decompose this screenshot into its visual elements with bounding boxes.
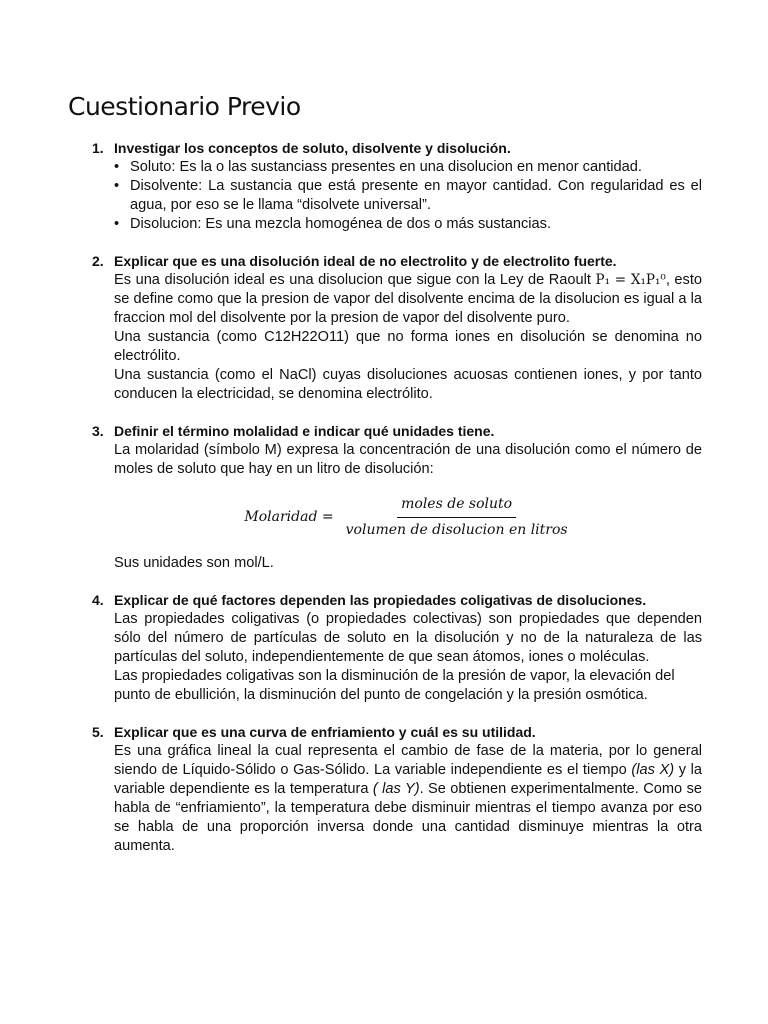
question-5: [68, 723, 702, 856]
list-item: • Disolucion: Es una mezcla homogénea de dos o más sustancias.: [114, 215, 702, 234]
raoult-formula: P₁ = X₁P₁⁰: [595, 272, 666, 288]
question-number: 1.: [92, 140, 104, 156]
question-text: Explicar que es una curva de enfriamiento y cuál es su utilidad.: [114, 724, 536, 740]
paragraph-text: y la variable dependiente es la temperatura: [114, 762, 703, 797]
italic-text: ( las Y): [372, 781, 420, 797]
question-1: [68, 139, 702, 234]
question-1-answer: [98, 158, 702, 234]
italic-text: (las X): [631, 762, 675, 778]
question-text: Investigar los conceptos de soluto, disolvente y disolución.: [114, 140, 511, 156]
question-3: [68, 422, 702, 573]
formula-lhs: Molaridad =: [244, 509, 334, 525]
molarity-formula: [114, 495, 702, 540]
answer-paragraph: [114, 271, 702, 328]
question-text: Explicar de qué factores dependen las propiedades coligativas de disoluciones.: [114, 592, 647, 608]
list-item: • Disolvente: La sustancia que está presente en mayor cantidad. Con regularidad es el agua, por eso se le llama “disolvete universal”.: [114, 177, 702, 215]
question-text: Explicar que es una disolución ideal de no electrolito y de electrolito fuerte.: [114, 253, 617, 269]
question-4-heading: [68, 591, 702, 610]
question-4: [68, 591, 702, 705]
question-2-answer: [114, 271, 702, 404]
answer-paragraph: La molaridad (símbolo M) expresa la concentración de una disolución como el número de moles de soluto que hay en un litro de disolución:: [114, 442, 702, 477]
question-3-heading: [68, 422, 702, 441]
formula-denominator: volumen de disolucion en litros: [345, 522, 568, 538]
question-3-answer: [114, 441, 702, 573]
formula-numerator: moles de soluto: [397, 495, 516, 518]
question-2-heading: [68, 252, 702, 271]
answer-paragraph: Una sustancia (como C12H22O11) que no forma iones en disolución se denomina no electrólito.: [114, 329, 702, 364]
question-number: 2.: [92, 253, 104, 269]
question-4-answer: [114, 610, 702, 705]
answer-paragraph: Sus unidades son mol/L.: [114, 555, 274, 571]
definition-list: [98, 158, 702, 234]
paragraph-text: Es una gráfica lineal la cual representa el cambio de fase de la materia, por lo general siendo de Líquido-Sólido o Gas-Sólido. La variable independiente es el tiempo: [114, 743, 702, 778]
page-title: Cuestionario Previo: [68, 92, 301, 121]
answer-paragraph: [114, 742, 702, 856]
question-5-heading: [68, 723, 702, 742]
answer-paragraph: Una sustancia (como el NaCl) cuyas disoluciones acuosas contienen iones, y por tanto conducen la electricidad, se denomina electrólito.: [114, 367, 702, 402]
question-text: Definir el término molalidad e indicar qué unidades tiene.: [114, 423, 495, 439]
formula-fraction: [342, 495, 572, 540]
list-item: • Soluto: Es la o las sustanciass presentes en una disolucion en menor cantidad.: [114, 158, 702, 177]
question-number: 5.: [92, 724, 104, 740]
question-5-answer: [114, 742, 702, 856]
answer-paragraph: Las propiedades coligativas son la disminución de la presión de vapor, la elevación del punto de ebullición, la disminución del punto de congelación y la presión osmótica.: [114, 668, 675, 703]
answer-paragraph: Las propiedades coligativas (o propiedades colectivas) son propiedades que dependen sólo del número de partículas de soluto en la disolución y no de la naturaleza de las partículas del soluto, independientemente de que sean átomos, iones o moléculas.: [114, 611, 702, 665]
question-number: 4.: [92, 592, 104, 608]
paragraph-text: . Se obtienen experimentalmente. Como se habla de “enfriamiento”, la temperatura debe disminuir mientras el tiempo avanza por eso se habla de una proporción inversa donde una cantidad disminuye mientras la otra aumenta.: [114, 781, 702, 854]
question-2: [68, 252, 702, 404]
paragraph-text: , esto se define como que la presion de vapor del disolvente encima de la disolucion es igual a la fraccion mol del disolvente por la presion de vapor del disolvente puro.: [114, 272, 702, 326]
question-1-heading: [68, 139, 702, 158]
paragraph-text: Es una disolución ideal es una disolucion que sigue con la Ley de Raoult: [114, 272, 596, 288]
question-number: 3.: [92, 423, 104, 439]
